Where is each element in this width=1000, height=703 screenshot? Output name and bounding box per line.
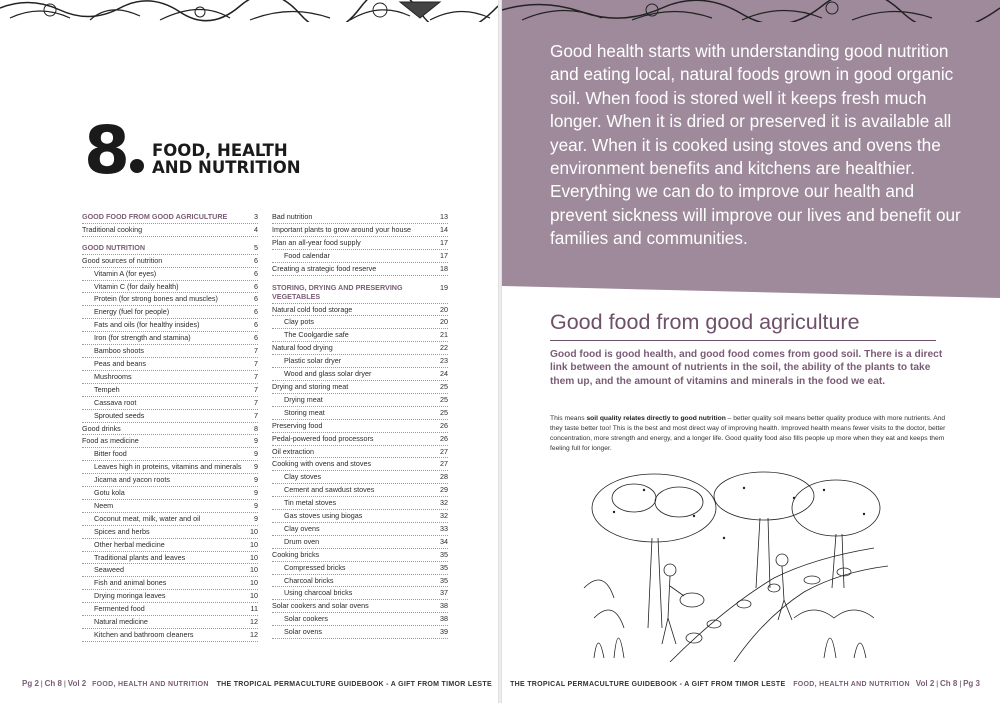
toc-entry-title: Tin metal stoves	[284, 498, 337, 508]
toc-entry-title: Bad nutrition	[272, 212, 313, 221]
toc-entry-page: 7	[254, 410, 258, 420]
toc-entry	[272, 420, 448, 433]
toc-entry-page: 11	[250, 604, 258, 614]
toc-entry-page: 10	[250, 552, 258, 562]
footer-chapter-title: FOOD, HEALTH AND NUTRITION	[793, 681, 910, 688]
toc-entry	[82, 513, 258, 526]
toc-entry-page: 32	[440, 498, 448, 508]
toc-entry-title: Clay ovens	[284, 523, 320, 533]
toc-entry	[82, 435, 258, 448]
toc-entry-title: Spices and herbs	[94, 526, 150, 536]
decorative-top-illustration	[502, 0, 1000, 22]
toc-entry	[272, 355, 448, 368]
toc-entry	[272, 626, 448, 639]
toc-entry-page: 10	[250, 526, 258, 536]
toc-entry-title: Drying moringa leaves	[94, 591, 166, 601]
toc-entry-page: 20	[440, 317, 448, 327]
toc-entry-title: Solar cookers and solar ovens	[272, 601, 369, 611]
toc-entry-title: Seaweed	[94, 565, 124, 575]
toc-entry-page: 17	[440, 250, 448, 260]
toc-entry-title: Fish and animal bones	[94, 578, 167, 588]
toc-entry-page: 6	[254, 255, 258, 265]
toc-entry	[272, 250, 448, 263]
toc-entry-page: 6	[254, 320, 258, 330]
toc-entry-title: Plan an all-year food supply	[272, 237, 361, 247]
toc-entry	[272, 368, 448, 381]
toc-entry-title: Bamboo shoots	[94, 346, 144, 356]
toc-entry-page: 28	[440, 472, 448, 482]
toc-entry-title: Leaves high in proteins, vitamins and minerals	[94, 462, 242, 472]
toc-entry-title: Vitamin C (for daily health)	[94, 281, 179, 291]
toc-entry-title: Solar ovens	[284, 627, 322, 637]
toc-entry	[82, 211, 258, 224]
toc-entry-title: Cooking with ovens and stoves	[272, 459, 372, 469]
toc-entry-page: 39	[440, 627, 448, 637]
toc-entry	[272, 600, 448, 613]
toc-entry	[82, 564, 258, 577]
footer-chapter: Ch 8	[940, 679, 958, 688]
toc-entry-title: Fats and oils (for healthy insides)	[94, 320, 200, 330]
toc-entry	[272, 458, 448, 471]
heading-rule	[550, 340, 936, 341]
toc-entry-title: Cooking bricks	[272, 549, 320, 559]
toc-entry-title: Food as medicine	[82, 436, 139, 446]
toc-entry	[272, 433, 448, 446]
toc-entry	[272, 549, 448, 562]
toc-entry-title: Natural medicine	[94, 617, 148, 627]
toc-entry-page: 6	[254, 294, 258, 304]
body-text-start: This means	[550, 415, 587, 422]
toc-entry	[272, 394, 448, 407]
toc-entry	[82, 332, 258, 345]
toc-entry-page: 9	[254, 449, 258, 459]
decorative-top-illustration	[0, 0, 498, 22]
toc-entry	[82, 423, 258, 436]
chapter-title	[152, 142, 301, 176]
body-paragraph	[550, 414, 948, 454]
toc-entry-title: Fermented food	[94, 604, 145, 614]
toc-entry	[82, 358, 258, 371]
footer-chapter-title: FOOD, HEALTH AND NUTRITION	[92, 681, 209, 688]
toc-entry-title: GOOD FOOD FROM GOOD AGRICULTURE	[82, 212, 228, 221]
toc-entry-title: Wood and glass solar dryer	[284, 369, 372, 379]
toc-entry	[272, 224, 448, 237]
toc-entry-page: 27	[440, 446, 448, 456]
toc-entry-title: Bitter food	[94, 449, 127, 459]
chapter-title-line2: AND NUTRITION	[152, 158, 301, 177]
toc-entry-title: Compressed bricks	[284, 562, 346, 572]
toc-entry-page: 5	[254, 242, 258, 252]
toc-entry-page: 20	[440, 304, 448, 314]
toc-entry	[82, 345, 258, 358]
toc-entry-page: 9	[254, 488, 258, 498]
toc-entry-page: 37	[440, 588, 448, 598]
toc-entry	[82, 590, 258, 603]
toc-entry-page: 9	[254, 500, 258, 510]
toc-entry-page: 25	[440, 381, 448, 391]
toc-entry	[272, 342, 448, 355]
toc-entry-title: Mushrooms	[94, 371, 132, 381]
toc-entry	[82, 397, 258, 410]
toc-entry	[82, 539, 258, 552]
toc-entry	[272, 281, 448, 304]
toc-entry-page: 18	[440, 263, 448, 273]
toc-entry-title: Gotu kola	[94, 488, 125, 498]
toc-entry	[272, 381, 448, 394]
intro-text: Good health starts with understanding good nutrition and eating local, natural foods grown in good organic soil. When food is stored well it keeps fresh much longer. When it is dried or preserved it is available all year. When it is cooked using stoves and ovens the environment benefits and kitchens are healthier. Everything we can do to improve our health and prevent sickness will improve our lives and benefit our families and communities.	[550, 41, 961, 249]
garden-illustration	[574, 468, 888, 662]
toc-entry-page: 33	[440, 523, 448, 533]
toc-entry	[82, 255, 258, 268]
toc-entry	[82, 293, 258, 306]
toc-entry-title: The Coolgardie safe	[284, 330, 349, 340]
toc-entry-title: Oil extraction	[272, 446, 314, 456]
toc-entry	[82, 603, 258, 616]
toc-entry-page: 10	[250, 565, 258, 575]
toc-entry-title: GOOD NUTRITION	[82, 242, 146, 252]
toc-entry	[272, 237, 448, 250]
toc-entry-title: Vitamin A (for eyes)	[94, 268, 157, 278]
toc-entry-title: Coconut meat, milk, water and oil	[94, 513, 201, 523]
section-heading: Good food from good agriculture	[550, 310, 860, 334]
toc-entry-page: 22	[440, 343, 448, 353]
footer-chapter: Ch 8	[44, 679, 62, 688]
toc-entry	[272, 211, 448, 224]
footer-separator: |	[40, 681, 43, 688]
toc-entry-page: 12	[250, 617, 258, 627]
toc-entry	[272, 536, 448, 549]
toc-entry	[272, 407, 448, 420]
toc-entry-page: 10	[250, 539, 258, 549]
footer-separator: |	[959, 681, 962, 688]
toc-entry-title: Food calendar	[284, 250, 330, 260]
toc-entry	[82, 448, 258, 461]
toc-entry	[82, 306, 258, 319]
toc-entry	[272, 510, 448, 523]
footer-separator: |	[936, 681, 939, 688]
toc-entry-title: Peas and beans	[94, 358, 146, 368]
toc-entry-title: Using charcoal bricks	[284, 588, 353, 598]
toc-entry-page: 9	[254, 475, 258, 485]
toc-entry-page: 35	[440, 575, 448, 585]
footer-book-title: THE TROPICAL PERMACULTURE GUIDEBOOK - A GIFT FROM TIMOR LESTE	[216, 681, 492, 688]
toc-entry-title: Clay pots	[284, 317, 314, 327]
toc-entry-title: Storing meat	[284, 407, 325, 417]
toc-entry-page: 35	[440, 562, 448, 572]
toc-entry	[82, 384, 258, 397]
toc-entry-page: 34	[440, 536, 448, 546]
toc-entry	[82, 552, 258, 565]
toc-entry-title: Tempeh	[94, 384, 120, 394]
toc-entry-title: Natural food drying	[272, 343, 333, 353]
toc-entry-title: Protein (for strong bones and muscles)	[94, 294, 218, 304]
toc-entry-page: 25	[440, 394, 448, 404]
toc-entry-title: Cassava root	[94, 397, 137, 407]
toc-entry	[272, 304, 448, 317]
toc-entry-title: Drying meat	[284, 394, 323, 404]
chapter-dot	[130, 159, 144, 173]
footer-book-title: THE TROPICAL PERMACULTURE GUIDEBOOK - A GIFT FROM TIMOR LESTE	[510, 681, 786, 688]
toc-entry-page: 7	[254, 384, 258, 394]
footer-volume: Vol 2	[67, 679, 87, 688]
footer-separator: |	[63, 681, 66, 688]
toc-entry-title: Good drinks	[82, 423, 121, 433]
toc-entry-title: Other herbal medicine	[94, 539, 165, 549]
toc-entry-page: 10	[250, 578, 258, 588]
toc-entry	[82, 242, 258, 255]
chapter-title-line1: FOOD, HEALTH	[152, 141, 288, 160]
toc-entry-page: 12	[250, 630, 258, 639]
toc-entry-title: Gas stoves using biogas	[284, 511, 363, 521]
toc-entry	[82, 461, 258, 474]
chapter-number-text: 8	[84, 112, 128, 189]
toc-entry-title: Clay stoves	[284, 472, 322, 482]
left-page	[0, 0, 498, 703]
toc-entry-title: Sprouted seeds	[94, 410, 145, 420]
toc-entry	[272, 562, 448, 575]
toc-entry-page: 19	[440, 282, 448, 292]
toc-entry	[272, 484, 448, 497]
footer-page-number: Pg 3	[963, 679, 980, 688]
toc-entry	[82, 487, 258, 500]
toc-entry-page: 7	[254, 358, 258, 368]
toc-entry-title: Energy (fuel for people)	[94, 307, 170, 317]
toc-entry-page: 27	[440, 459, 448, 469]
toc-entry	[82, 319, 258, 332]
toc-entry	[272, 523, 448, 536]
toc-entry	[82, 224, 258, 237]
toc-entry	[82, 281, 258, 294]
toc-entry-page: 35	[440, 549, 448, 559]
toc-entry	[82, 500, 258, 513]
toc-entry-page: 23	[440, 356, 448, 366]
toc-entry-title: Kitchen and bathroom cleaners	[94, 630, 194, 639]
toc-entry	[82, 616, 258, 629]
toc-entry	[272, 587, 448, 600]
toc-entry-page: 24	[440, 369, 448, 379]
toc-entry	[82, 577, 258, 590]
toc-entry	[82, 268, 258, 281]
toc-entry-page: 13	[440, 212, 448, 221]
toc-entry-title: Preserving food	[272, 420, 323, 430]
toc-entry	[82, 371, 258, 384]
toc-entry	[272, 497, 448, 510]
toc-entry-page: 4	[254, 224, 258, 234]
toc-entry-title: Charcoal bricks	[284, 575, 334, 585]
toc-entry-page: 38	[440, 601, 448, 611]
toc-entry	[82, 474, 258, 487]
toc-entry-page: 10	[250, 591, 258, 601]
toc-entry	[272, 446, 448, 459]
toc-entry-page: 21	[440, 330, 448, 340]
toc-entry	[272, 263, 448, 276]
toc-entry-page: 7	[254, 371, 258, 381]
toc-entry	[272, 316, 448, 329]
toc-entry-title: Neem	[94, 500, 114, 510]
toc-entry-title: Jicama and yacon roots	[94, 475, 170, 485]
toc-entry-page: 6	[254, 268, 258, 278]
footer-volume: Vol 2	[915, 679, 935, 688]
toc-entry-page: 6	[254, 307, 258, 317]
toc-entry-title: Traditional plants and leaves	[94, 552, 186, 562]
toc-entry-page: 25	[440, 407, 448, 417]
toc-entry-title: Traditional cooking	[82, 224, 143, 234]
toc-entry-page: 9	[254, 436, 258, 446]
toc-entry-page: 3	[254, 212, 258, 221]
toc-entry-page: 14	[440, 224, 448, 234]
toc-entry-title: Natural cold food storage	[272, 304, 353, 314]
toc-entry	[272, 471, 448, 484]
toc-entry-title: Plastic solar dryer	[284, 356, 342, 366]
toc-entry-page: 9	[254, 513, 258, 523]
toc-entry-page: 32	[440, 511, 448, 521]
toc-entry	[272, 329, 448, 342]
right-page	[502, 0, 1000, 703]
left-footer	[22, 679, 492, 688]
toc-entry-title: Creating a strategic food reserve	[272, 263, 377, 273]
toc-column-1	[82, 211, 258, 642]
toc-entry-page: 26	[440, 420, 448, 430]
toc-entry-title: Good sources of nutrition	[82, 255, 163, 265]
toc-entry-title: Drying and storing meat	[272, 381, 349, 391]
right-footer	[510, 679, 980, 688]
toc-entry-page: 6	[254, 333, 258, 343]
toc-entry	[272, 613, 448, 626]
toc-entry-page: 7	[254, 346, 258, 356]
toc-entry-page: 26	[440, 433, 448, 443]
toc-entry-title: Drum oven	[284, 536, 320, 546]
toc-entry-title: Iron (for strength and stamina)	[94, 333, 191, 343]
toc-entry	[82, 629, 258, 642]
toc-entry-title: Important plants to grow around your house	[272, 224, 412, 234]
body-text-end: – better quality soil means better quality produce with more nutrients. And they taste better too! This is the best and most direct way of improving health. Improved health means fewer visits to the doctor, better concentration, more strength and energy, and a longer life. Good quality food also fills people up more when they eat and keeps them feeling full for longer.	[550, 415, 946, 453]
toc-entry-title: Solar cookers	[284, 614, 328, 624]
toc-entry	[82, 526, 258, 539]
toc-entry-page: 8	[254, 423, 258, 433]
chapter-number	[84, 112, 144, 189]
toc-entry-page: 6	[254, 281, 258, 291]
toc-entry-page: 29	[440, 485, 448, 495]
toc-column-2	[272, 211, 448, 639]
body-text-bold: soil quality relates directly to good nutrition	[586, 415, 726, 422]
toc-entry-page: 9	[254, 462, 258, 472]
toc-entry	[272, 575, 448, 588]
toc-entry-title: Cement and sawdust stoves	[284, 485, 375, 495]
toc-entry-page: 17	[440, 237, 448, 247]
toc-entry-page: 7	[254, 397, 258, 407]
toc-entry-title: Pedal-powered food processors	[272, 433, 374, 443]
footer-page-number: Pg 2	[22, 679, 39, 688]
toc-entry-title: STORING, DRYING AND PRESERVING VEGETABLES	[272, 282, 403, 301]
toc-entry-page: 38	[440, 614, 448, 624]
lead-paragraph: Good food is good health, and good food comes from good soil. There is a direct link between the amount of nutrients in the soil, the ability of the plants to take them up, and the amount of vitamins and minerals in the food we eat.	[550, 349, 943, 387]
toc-entry	[82, 410, 258, 423]
